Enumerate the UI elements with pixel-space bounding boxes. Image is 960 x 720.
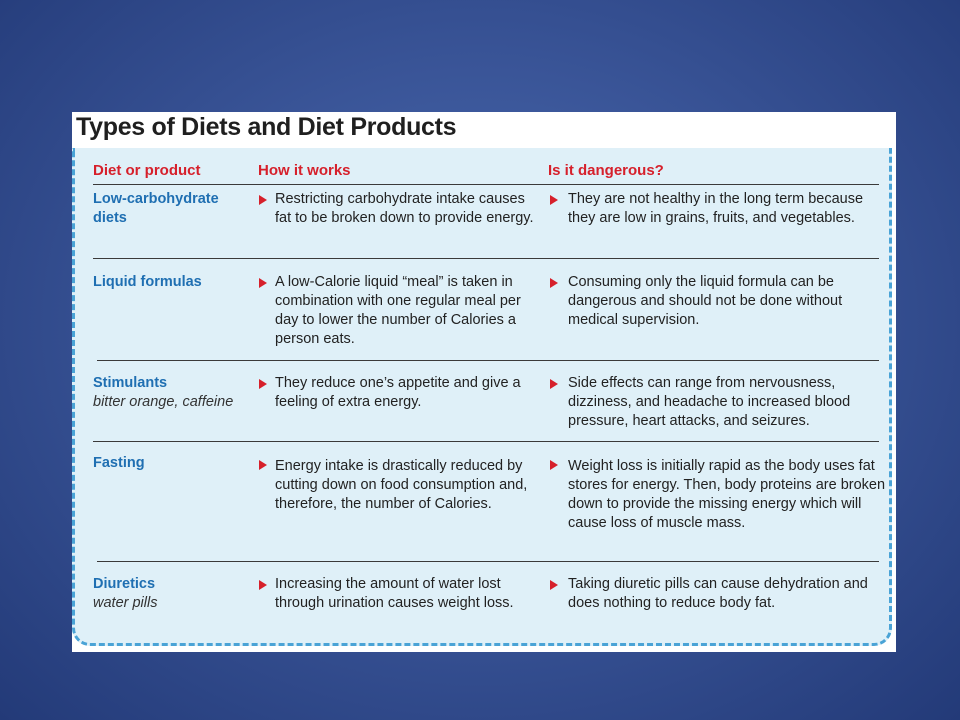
row-divider	[93, 441, 879, 442]
danger-text: Consuming only the liquid formula can be dangerous and should not be done without medical supervision.	[568, 274, 843, 328]
header-is-it-dangerous: Is it dangerous?	[548, 162, 664, 179]
header-how-it-works: How it works	[258, 162, 351, 179]
diet-name-main: Diuretics	[93, 576, 156, 592]
danger-text: Weight loss is initially rapid as the body uses fat stores for energy. Then, body proteins are broken down to provide the missing energy which will cause loss of muscle mass.	[568, 458, 886, 531]
diet-name	[93, 454, 243, 473]
danger-text: They are not healthy in the long term because they are low in grains, fruits, and vegetables.	[568, 191, 864, 226]
danger-text: Side effects can range from nervousness, dizziness, and headache to increased blood pressure, heart attacks, and seizures.	[568, 375, 851, 429]
row-divider	[97, 360, 879, 361]
bullet-arrow-icon	[259, 195, 267, 205]
table-title: Types of Diets and Diet Products	[76, 113, 457, 141]
how-it-works-text: Restricting carbohydrate intake causes fat to be broken down to provide energy.	[275, 191, 534, 226]
diet-name-main: Low-carbohydrate diets	[93, 191, 219, 226]
how-it-works-text: A low-Calorie liquid “meal” is taken in combination with one regular meal per day to lower the number of Calories a person eats.	[275, 274, 521, 347]
diet-name	[93, 190, 243, 228]
row-divider	[97, 561, 879, 562]
danger-text: Taking diuretic pills can cause dehydration and does nothing to reduce body fat.	[568, 576, 868, 611]
diet-name	[93, 273, 243, 292]
diet-name	[93, 374, 243, 412]
diet-name-main: Liquid formulas	[93, 274, 202, 290]
header-diet-or-product: Diet or product	[93, 162, 201, 179]
table-box	[72, 148, 892, 646]
row-divider	[93, 258, 879, 259]
diet-name-main: Stimulants	[93, 375, 168, 391]
diet-name-main: Fasting	[93, 455, 145, 471]
bullet-arrow-icon	[259, 379, 267, 389]
bullet-arrow-icon	[259, 278, 267, 288]
bullet-arrow-icon	[550, 195, 558, 205]
how-it-works-text: Energy intake is drastically reduced by cutting down on food consumption and, therefore, the number of Calories.	[275, 458, 528, 512]
diet-name	[93, 575, 243, 613]
bullet-arrow-icon	[550, 379, 558, 389]
bullet-arrow-icon	[550, 580, 558, 590]
bullet-arrow-icon	[259, 460, 267, 470]
diet-name-examples: water pills	[93, 595, 158, 611]
header-rule	[93, 184, 879, 185]
how-it-works-text: Increasing the amount of water lost through urination causes weight loss.	[275, 576, 514, 611]
diet-table-panel	[72, 112, 896, 652]
bullet-arrow-icon	[550, 278, 558, 288]
bullet-arrow-icon	[550, 460, 558, 470]
bullet-arrow-icon	[259, 580, 267, 590]
how-it-works-text: They reduce one’s appetite and give a feeling of extra energy.	[275, 375, 521, 410]
diet-name-examples: bitter orange, caffeine	[93, 394, 234, 410]
